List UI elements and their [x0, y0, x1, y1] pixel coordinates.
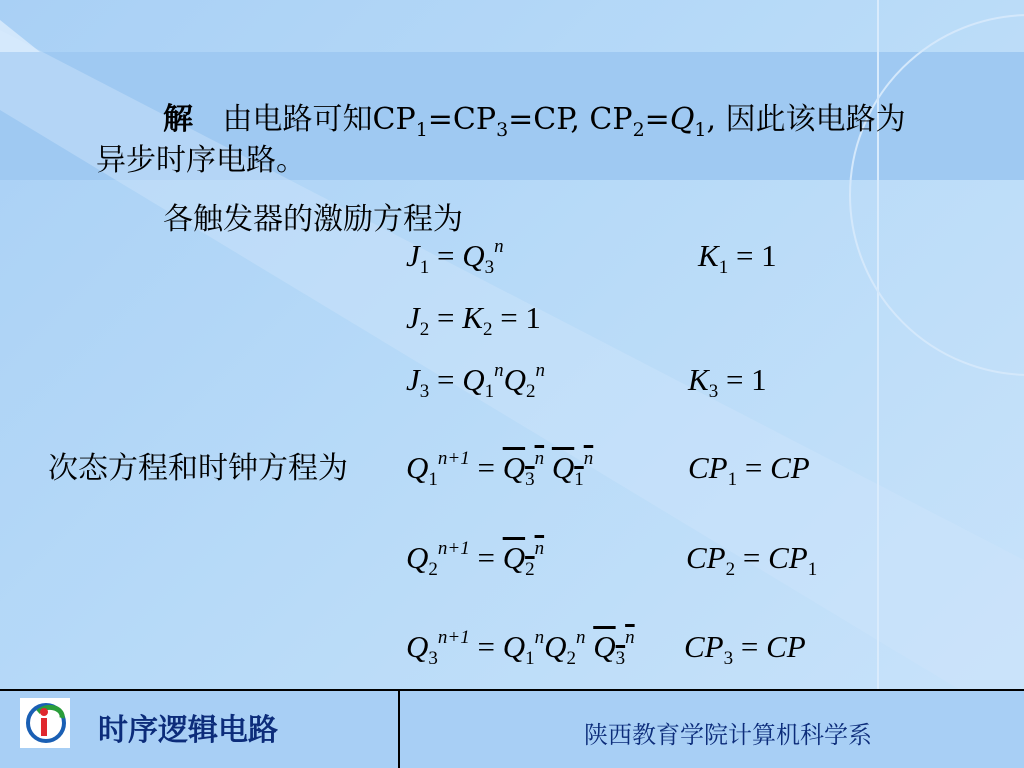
equation-cp2: $CP_2 = CP_1$: [686, 540, 818, 580]
footer-top-border: [0, 689, 1024, 691]
footer-bar: [0, 689, 1024, 768]
next-state-heading: 次态方程和时钟方程为: [48, 451, 348, 486]
footer-course-title: 时序逻辑电路: [98, 713, 278, 748]
equation-k3: $K_3 = 1$: [688, 362, 767, 402]
intro-line-2: 异步时序电路。: [96, 143, 306, 178]
solution-label: 解: [163, 102, 193, 137]
footer-department: 陕西教育学院计算机科学系: [584, 721, 872, 749]
equation-j2-k2: $J_2 = K_2 = 1$: [406, 300, 541, 340]
footer-divider: [398, 689, 400, 768]
equation-q2-next: $Q_2^{n+1} = Q_2^n$: [406, 538, 545, 580]
equation-k1: $K_1 = 1$: [698, 238, 777, 278]
equation-j1: $J_1 = Q_3^n$: [406, 236, 504, 278]
equation-cp1: $CP_1$ = CP: [688, 450, 810, 490]
intro-line-1: 解 由电路可知$CP_1=CP_3=CP$, $CP_2=Q_1$, 因此该电路为: [163, 102, 906, 141]
equation-j3: $J_3 = Q_1^nQ_2^n$: [406, 360, 546, 402]
equation-q3-next: $Q_3^{n+1} = Q_1^nQ_2^n$ $Q_3^n$: [406, 627, 635, 669]
equation-cp3: $CP_3$ = CP: [684, 629, 806, 669]
equation-q1-next: $Q_1^{n+1} = Q_3^n$ $Q_1^n$: [406, 448, 594, 490]
excitation-heading: 各触发器的激励方程为: [163, 202, 463, 237]
institution-logo-icon: [20, 698, 70, 748]
